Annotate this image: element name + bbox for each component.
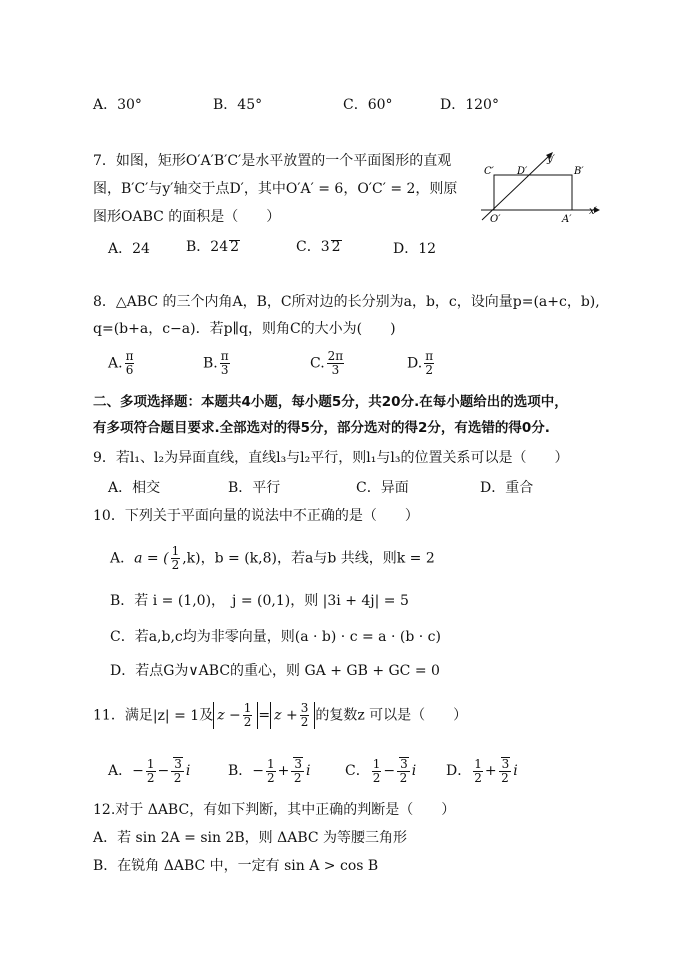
q7-stem-line3: 图形OABC 的面积是（ ） [93,209,281,225]
q11-option-a: A．− $\frac{1}{2}$ − $\frac{3}{2}$ i [108,756,191,785]
parallelogram-rect [494,175,572,210]
q7-figure [476,150,606,225]
q9-option-a: A．相交 [108,480,161,496]
q6-option-a: A．30° [93,97,142,113]
label-o: O′ [490,214,501,225]
q11-option-d: D． $\frac{1}{2}$ + $\frac{3}{2}$ i [446,756,518,785]
sqrt-radicand: 2 [331,239,341,255]
q9-stem: 9．若l₁、l₂为异面直线，直线l₃与l₂平行，则l₁与l₃的位置关系可以是（ ） [93,450,569,466]
q7-option-b: B．24 2 [186,239,240,255]
q12-option-b: B．在锐角 ΔABC 中，一定有 sin A > cos B [93,858,379,874]
q11-stem: 11．满足|z| = 1及 z − $\frac{1}{2}$ = z + $\frac{3}{2}$ 的复数z 可以是（ ） [93,701,468,729]
q6-option-d: D．120° [440,97,499,113]
q6-option-c: C．60° [343,97,393,113]
label-c: C′ [484,166,494,177]
q11-option-b: B．− $\frac{1}{2}$ + $\frac{3}{2}$ i [228,756,311,785]
q9-option-d: D．重合 [480,480,534,496]
q10-stem: 10．下列关于平面向量的说法中不正确的是（ ） [93,508,419,524]
q11-option-c: C． $\frac{1}{2}$ − $\frac{3}{2}$ i [345,756,417,785]
q7-stem-line1: 7．如图，矩形O′A′B′C′是水平放置的一个平面图形的直观 [93,153,452,169]
q8-stem-line2: q=(b+a，c−a)．若p∥q，则角C的大小为( ) [93,321,396,337]
q7-stem-line2: 图，B′C′与y′轴交于点D′，其中O′A′ = 6，O′C′ = 2，则原 [93,181,458,197]
q8-stem-line1: 8．△ABC 的三个内角A，B，C所对边的长分别为a，b，c，设向量p=(a+c，b), [93,294,600,310]
q7-option-a: A．24 [108,241,150,257]
q8-option-c: C. $\frac{2\pi}{3}$ [310,349,344,377]
label-d: D′ [517,166,528,177]
label-a: A′ [562,214,572,225]
q12-option-a: A．若 sin 2A = sin 2B，则 ΔABC 为等腰三角形 [93,830,408,846]
q7-option-d: D．12 [393,241,437,257]
q7-option-c: C．3 2 [296,239,341,255]
q10-option-c: C．若a,b,c均为非零向量，则(a · b) · c = a · (b · c) [110,629,441,645]
q10-option-d: D．若点G为∨ABC的重心，则 GA + GB + GC = 0 [110,663,440,679]
label-y: y′ [547,154,555,165]
q6-option-b: B．45° [213,97,263,113]
section2-heading-line1: 二、多项选择题：本题共4小题，每小题5分，共20分.在每小题给出的选项中， [93,394,568,410]
sqrt-radicand: 2 [230,239,240,255]
q9-option-c: C．异面 [356,480,409,496]
q8-option-a: A. $\frac{\pi}{6}$ [108,349,134,377]
q8-option-b: B. $\frac{\pi}{3}$ [203,349,229,377]
label-x: x′ [589,206,597,217]
q9-option-b: B．平行 [228,480,281,496]
label-b: B′ [574,166,584,177]
section2-heading-line2: 有多项符合题目要求.全部选对的得5分，部分选对的得2分，有选错的得0分. [93,420,550,436]
q12-stem: 12.对于 ΔABC，有如下判断，其中正确的判断是（ ） [93,802,456,818]
q10-option-b: B．若 i = (1,0)， j = (0,1)，则 |3i + 4j| = 5 [110,593,409,609]
q10-option-a: A．a = ( $\frac{1}{2}$ ,k)，b = (k,8)，若a与b 共线，则k = 2 [110,544,435,572]
q8-option-d: D. $\frac{\pi}{2}$ [407,349,434,377]
